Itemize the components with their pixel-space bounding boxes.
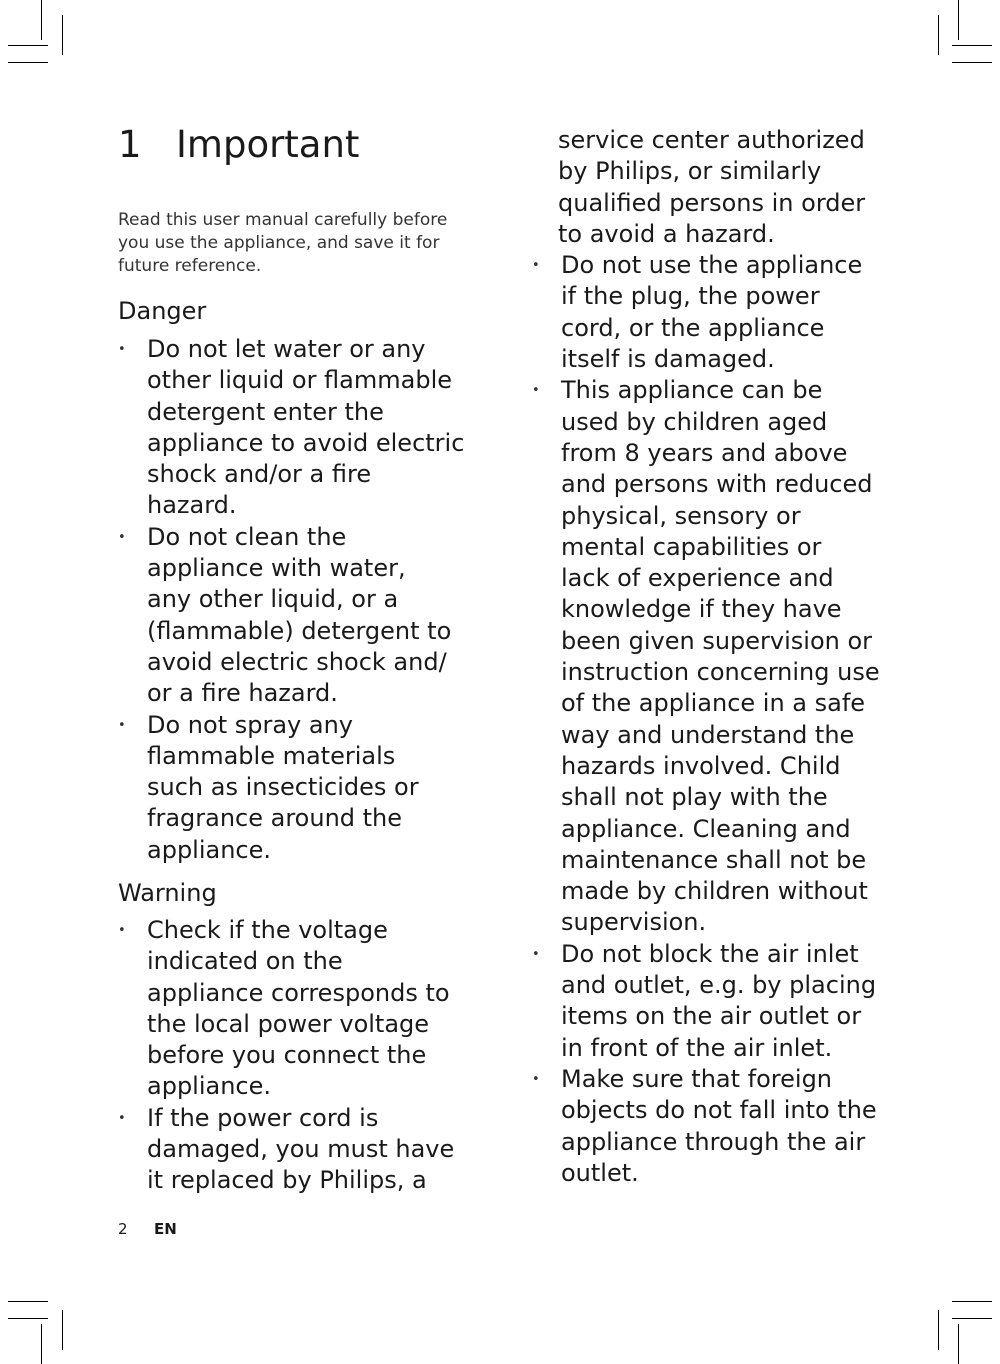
crop-mark (952, 1301, 992, 1302)
crop-mark (62, 15, 63, 55)
list-item: • If the power cord is damaged, you must have it replaced by Philips, a (118, 1103, 478, 1197)
list-item: • Do not spray any flammable materials such as insecticides or fragrance around the appliance. (118, 710, 478, 866)
crop-mark (952, 1318, 992, 1319)
crop-mark (41, 1324, 42, 1364)
list-item: • This appliance can be used by children aged from 8 years and above and persons with reduced physical, sensory or mental capabilities or lack of experience and knowledge if they have been given supervision or instruction concerning use of the appliance in a safe way and understand the hazards involved. Child shall not play with the appliance. Cleaning and maintenance shall not be made by children without supervision. (532, 375, 892, 938)
warning-list (118, 915, 478, 1197)
page-footer (118, 1219, 177, 1239)
section-title-text: Important (176, 123, 360, 166)
list-item: • Do not block the air inlet and outlet, e.g. by placing items on the air outlet or in front of the air inlet. (532, 939, 892, 1064)
crop-mark (938, 15, 939, 55)
list-item: • Do not clean the appliance with water, any other liquid, or a (flammable) detergent to avoid electric shock and/ or a fire hazard. (118, 522, 478, 710)
section-title (118, 122, 359, 168)
crop-mark (952, 45, 992, 46)
crop-mark (8, 45, 48, 46)
warning-heading: Warning (118, 879, 217, 907)
crop-mark (938, 1310, 939, 1350)
crop-mark (958, 1324, 959, 1364)
warning-list-continued (532, 125, 892, 1189)
crop-mark (8, 1301, 48, 1302)
crop-mark (958, 0, 959, 40)
danger-list (118, 334, 478, 866)
crop-mark (62, 1310, 63, 1350)
crop-mark (952, 62, 992, 63)
crop-mark (8, 1318, 48, 1319)
list-item: • Do not use the appliance if the plug, the power cord, or the appliance itself is damaged. (532, 250, 892, 375)
page-number: 2 (118, 1220, 128, 1238)
danger-heading: Danger (118, 297, 207, 325)
list-item: • Do not let water or any other liquid or flammable detergent enter the appliance to avoid electric shock and/or a fire hazard. (118, 334, 478, 522)
crop-mark (8, 62, 48, 63)
crop-mark (41, 0, 42, 40)
list-item: • Check if the voltage indicated on the appliance corresponds to the local power voltage before you connect the appliance. (118, 915, 478, 1103)
list-item: service center authorized by Philips, or similarly qualified persons in order to avoid a hazard. (558, 126, 866, 248)
list-item: • Make sure that foreign objects do not fall into the appliance through the air outlet. (532, 1064, 892, 1189)
intro-paragraph: Read this user manual carefully before you use the appliance, and save it for future reference. (118, 210, 448, 276)
language-code: EN (154, 1220, 177, 1238)
section-number: 1 (118, 123, 142, 166)
